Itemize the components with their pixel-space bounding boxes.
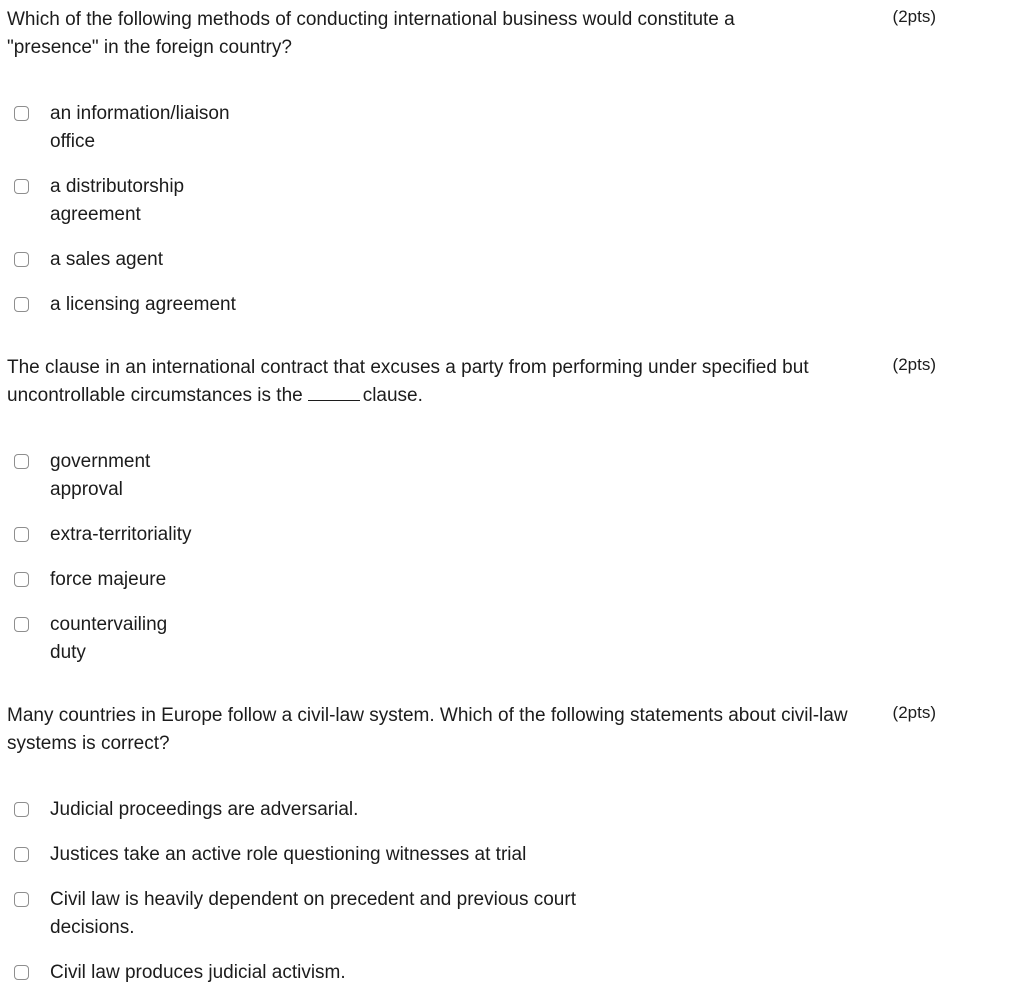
checkbox[interactable]: [14, 106, 29, 121]
question-3-points: (2pts): [892, 703, 936, 722]
question-1-text: Which of the following methods of conducting international business would constitute a "presence" in the foreign country?: [7, 9, 735, 58]
question-2-text: [7, 354, 879, 410]
checkbox[interactable]: [14, 572, 29, 587]
option-label: Justices take an active role questioning witnesses at trial: [50, 844, 527, 865]
checkbox[interactable]: [14, 802, 29, 817]
option-label: a distributorship agreement: [50, 176, 185, 225]
question-2-text-before: The clause in an international contract that excuses a party from performing under specified but uncontrollable circumstances is the: [7, 357, 809, 406]
checkbox[interactable]: [14, 965, 29, 980]
checkbox[interactable]: [14, 252, 29, 267]
checkbox[interactable]: [14, 297, 29, 312]
checkbox[interactable]: [14, 892, 29, 907]
option-label: an information/liaison office: [50, 103, 230, 152]
checkbox[interactable]: [14, 179, 29, 194]
answer-blank: [308, 386, 360, 401]
option-label: Judicial proceedings are adversarial.: [50, 799, 359, 820]
option-label: government approval: [50, 451, 151, 500]
checkbox[interactable]: [14, 617, 29, 632]
option-label: Civil law produces judicial activism.: [50, 962, 346, 983]
checkbox[interactable]: [14, 527, 29, 542]
question-3-text: Many countries in Europe follow a civil-law system. Which of the following statements about civil-law systems is correct?: [7, 705, 848, 754]
option-label: a licensing agreement: [50, 294, 236, 315]
option-label: extra-territoriality: [50, 524, 192, 545]
question-2-text-after: clause.: [362, 385, 423, 406]
option-label: force majeure: [50, 569, 167, 590]
checkbox[interactable]: [14, 454, 29, 469]
option-label: countervailing duty: [50, 614, 168, 663]
option-label: Civil law is heavily dependent on precedent and previous court decisions.: [50, 889, 576, 938]
question-1-points: (2pts): [892, 7, 936, 26]
question-2-points: (2pts): [892, 355, 936, 374]
checkbox[interactable]: [14, 847, 29, 862]
option-label: a sales agent: [50, 249, 164, 270]
